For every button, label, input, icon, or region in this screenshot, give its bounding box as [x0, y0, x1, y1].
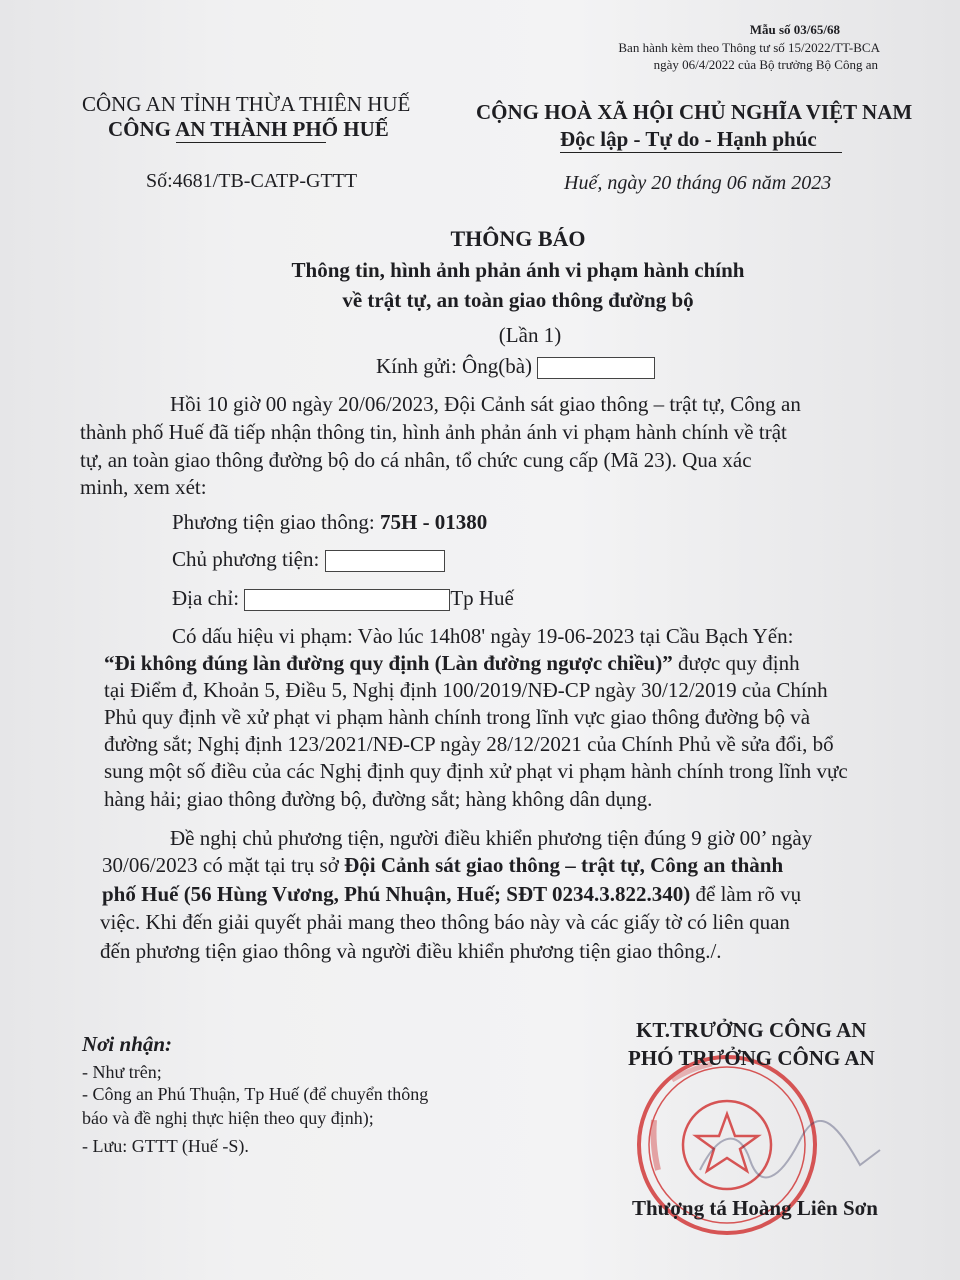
- agency-name: CÔNG AN THÀNH PHỐ HUẾ: [108, 117, 389, 141]
- form-issued-line1: Ban hành kèm theo Thông tư số 15/2022/TT-BCA: [618, 40, 880, 55]
- recipients-item-1: - Như trên;: [82, 1062, 162, 1082]
- recipients-item-2: - Công an Phú Thuận, Tp Huế (để chuyển thông: [82, 1084, 429, 1104]
- owner-redacted: [325, 550, 445, 572]
- form-code: Mẫu số 03/65/68: [749, 22, 840, 37]
- form-issued-line2: ngày 06/4/2022 của Bộ trưởng Bộ Công an: [653, 57, 878, 72]
- notice-title: THÔNG BÁO: [450, 226, 586, 251]
- request-line-5: đến phương tiện giao thông và người điều khiển phương tiện giao thông./.: [100, 939, 722, 963]
- motto-underline: [560, 152, 842, 153]
- intro-line-2: thành phố Huế đã tiếp nhận thông tin, hình ảnh phản ánh vi phạm hành chính về trật: [80, 420, 787, 444]
- request-line-1: Đề nghị chủ phương tiện, người điều khiển phương tiện đúng 9 giờ 00’ ngày: [170, 826, 813, 850]
- address-label: Địa chỉ:: [172, 586, 240, 610]
- request-line-2b: Đội Cảnh sát giao thông – trật tự, Công an thành: [344, 853, 784, 877]
- intro-line-1: Hồi 10 giờ 00 ngày 20/06/2023, Đội Cảnh sát giao thông – trật tự, Công an: [170, 392, 801, 416]
- vehicle-label: Phương tiện giao thông:: [172, 510, 380, 534]
- violation-line-7: hàng hải; giao thông đường bộ, đường sắt; hàng không dân dụng.: [104, 787, 653, 811]
- vehicle-plate: 75H - 01380: [379, 510, 488, 534]
- sign-role-1: KT.TRƯỞNG CÔNG AN: [636, 1018, 867, 1042]
- address-suffix: Tp Huế: [450, 586, 514, 610]
- violation-offence: “Đi không đúng làn đường quy định (Làn đường ngược chiều)”: [104, 651, 673, 675]
- violation-line-2-suffix: được quy định: [672, 651, 800, 675]
- violation-line-2: [104, 651, 800, 676]
- handwritten-signature-icon: [690, 1120, 890, 1190]
- violation-line-4: Phủ quy định về xử phạt vi phạm hành chính trong lĩnh vực giao thông đường bộ và: [104, 705, 811, 729]
- vehicle-line: [172, 510, 487, 535]
- motto: Độc lập - Tự do - Hạnh phúc: [560, 127, 817, 151]
- intro-line-4: minh, xem xét:: [80, 475, 207, 499]
- notice-subtitle-2: về trật tự, an toàn giao thông đường bộ: [342, 288, 694, 312]
- request-line-4: việc. Khi đến giải quyết phải mang theo thông báo này và các giấy tờ có liên quan: [100, 910, 790, 934]
- owner-label: Chủ phương tiện:: [172, 547, 320, 571]
- recipients-item-4: - Lưu: GTTT (Huế -S).: [82, 1136, 249, 1156]
- doc-number: Số:4681/TB-CATP-GTTT: [146, 170, 358, 192]
- violation-line-3: tại Điểm đ, Khoản 5, Điều 5, Nghị định 100/2019/NĐ-CP ngày 30/12/2019 của Chính: [104, 678, 828, 702]
- agency-parent: CÔNG AN TỈNH THỪA THIÊN HUẾ: [82, 92, 411, 116]
- owner-line: [172, 547, 445, 572]
- recipient-redacted: [537, 357, 655, 379]
- request-line-3c: để làm rõ vụ: [690, 882, 802, 906]
- recipient-line: [376, 354, 655, 379]
- place-date: Huế, ngày 20 tháng 06 năm 2023: [564, 172, 832, 194]
- recipient-label: Kính gửi: Ông(bà): [376, 354, 533, 378]
- address-redacted: [244, 589, 450, 611]
- request-line-3b: phố Huế (56 Hùng Vương, Phú Nhuận, Huế; SĐT 0234.3.822.340): [102, 882, 691, 906]
- violation-line-1: Có dấu hiệu vi phạm: Vào lúc 14h08' ngày 19-06-2023 tại Cầu Bạch Yến:: [172, 624, 794, 648]
- sign-role-2: PHÓ TRƯỞNG CÔNG AN: [628, 1046, 875, 1070]
- request-line-2: [102, 853, 783, 878]
- recipients-item-3: báo và đề nghị thực hiện theo quy định);: [82, 1108, 374, 1128]
- country-name: CỘNG HOÀ XÃ HỘI CHỦ NGHĨA VIỆT NAM: [476, 100, 913, 124]
- notice-subtitle-1: Thông tin, hình ảnh phản ánh vi phạm hành chính: [291, 258, 745, 282]
- request-line-2a: 30/06/2023 có mặt tại trụ sở: [102, 853, 345, 877]
- signer-name: Thượng tá Hoàng Liên Sơn: [632, 1196, 878, 1220]
- request-line-3: [102, 882, 801, 907]
- address-line: [172, 586, 514, 611]
- violation-line-5: đường sắt; Nghị định 123/2021/NĐ-CP ngày 28/12/2021 của Chính Phủ về sửa đổi, bổ: [104, 732, 834, 756]
- notice-round: (Lần 1): [498, 323, 562, 347]
- agency-underline: [176, 142, 326, 143]
- recipients-title: Nơi nhận:: [82, 1032, 173, 1056]
- intro-line-3: tự, an toàn giao thông đường bộ do cá nhân, tổ chức cung cấp (Mã 23). Qua xác: [80, 448, 752, 472]
- violation-line-6: sung một số điều của các Nghị định quy định xử phạt vi phạm hành chính trong lĩnh vực: [104, 759, 848, 783]
